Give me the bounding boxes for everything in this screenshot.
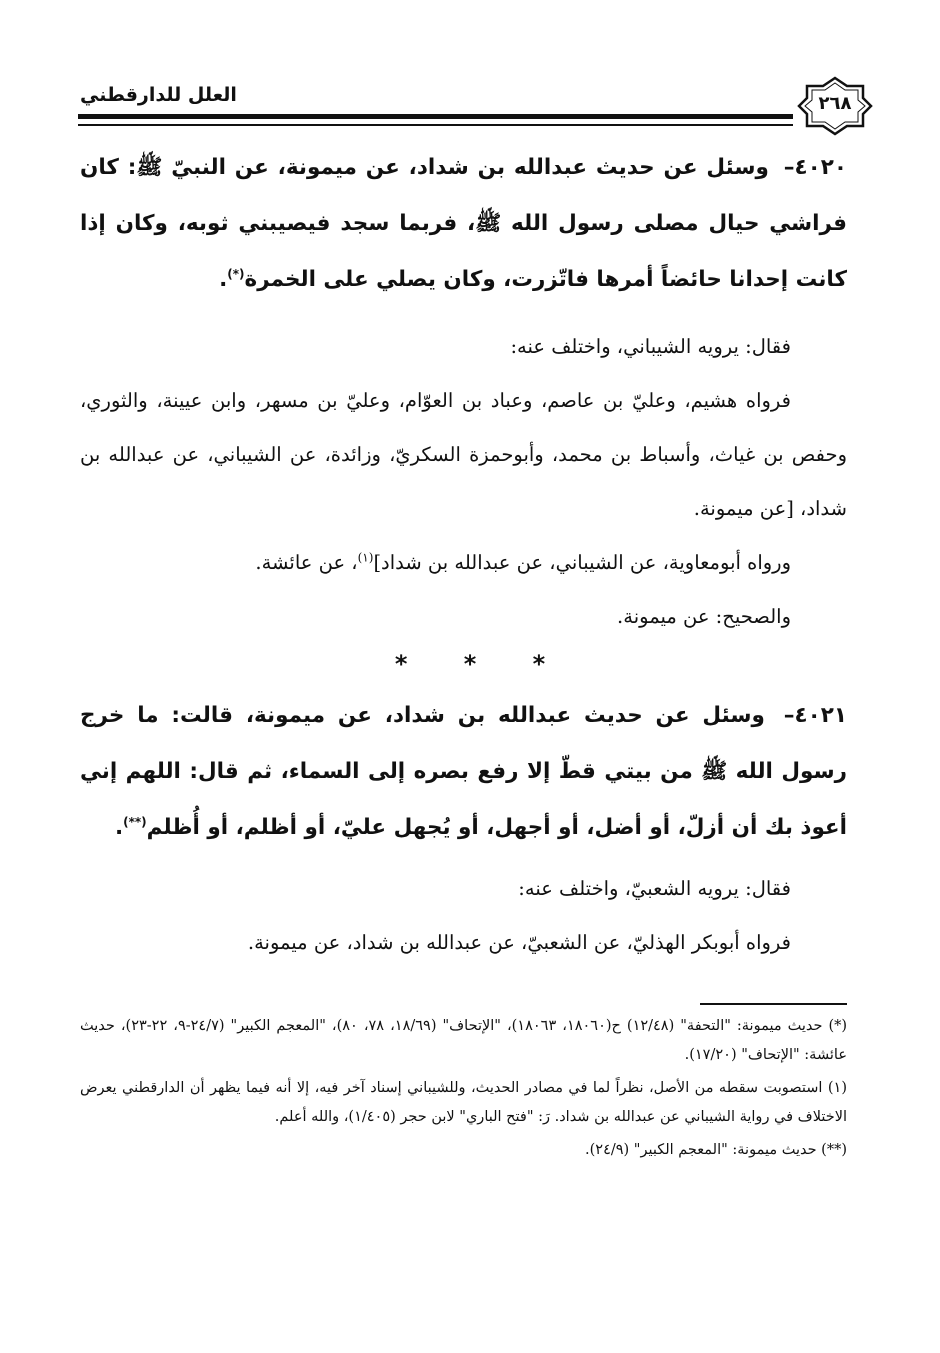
entry-4021 xyxy=(80,688,847,856)
footnote-marker: (**) xyxy=(123,814,147,829)
answer-intro: فقال: يرويه الشيباني، واختلف عنه: xyxy=(510,335,791,358)
narration-2 xyxy=(80,536,847,590)
entry-4020-answer xyxy=(80,320,847,644)
footnote-text: حديث ميمونة: "التحفة" (١٢/٤٨) ح(١٨٠٦٠، ١٨٠٦٣)، "الإتحاف" (١٨/٦٩، ٧٨، ٨٠)، "المعجم الكبير" (٢٤/٧-٩، ٢٢-٢٣)، حديث عائشة: "الإتحاف" (١٧/٢٠). xyxy=(80,1018,847,1063)
book-title: العلل للدارقطني xyxy=(80,84,237,106)
entry-question: وسئل عن حديث عبدالله بن شداد، عن ميمونة، عن النبيّ ﷺ: كان فراشي حيال مصلى رسول الله ﷺ، فربما سجد فيصيبني ثوبه، وكان إذا كانت إحدانا حائضاً أمرها فاتّزرت، وكان يصلي على الخمرة xyxy=(80,155,847,292)
footnote-marker: (١) xyxy=(357,550,374,565)
section-separator: * * * xyxy=(394,650,546,678)
entry-4020 xyxy=(80,140,847,308)
entry-number: ٤٠٢٠– xyxy=(783,155,847,180)
page-header xyxy=(78,74,873,138)
entry-4020-text xyxy=(80,140,847,308)
footnote-mark: (*) xyxy=(828,1018,848,1034)
narration-2-end: ، عن عائشة. xyxy=(255,551,358,574)
narration-1: فرواه هشيم، وعليّ بن عاصم، وعباد بن العوّام، وعليّ بن مسهر، وابن عيينة، والثوري، وحفص بن غياث، وأسباط بن محمد، وأبوحمزة السكريّ، وزائدة، عن الشيباني، عن عبدالله بن شداد، [عن ميمونة. xyxy=(80,389,847,520)
footnotes xyxy=(80,1012,847,1169)
narration-2-text: ورواه أبومعاوية، عن الشيباني، عن عبدالله بن شداد] xyxy=(373,551,791,574)
footnote-marker: (*) xyxy=(227,266,245,281)
entry-4021-text xyxy=(80,688,847,856)
footnote-item xyxy=(80,1012,847,1070)
footnote-divider xyxy=(700,1003,847,1005)
footnote-text: حديث ميمونة: "المعجم الكبير" (٢٤/٩). xyxy=(585,1142,817,1158)
header-rule-thin xyxy=(78,124,793,126)
verdict: والصحيح: عن ميمونة. xyxy=(617,605,791,628)
narration-1: فرواه أبوبكر الهذليّ، عن الشعبيّ، عن عبدالله بن شداد، عن ميمونة. xyxy=(247,931,791,954)
entry-question: وسئل عن حديث عبدالله بن شداد، عن ميمونة، قالت: ما خرج رسول الله ﷺ من بيتي قطّ إلا رفع بصره إلى السماء، ثم قال: اللهم إني أعوذ بك أن أزلّ، أو أضل، أو أجهل، أو يُجهل عليّ، أو أظلم، أو أُظلم xyxy=(80,703,847,840)
entry-end: . xyxy=(219,267,228,292)
footnote-mark: (١) xyxy=(827,1080,847,1096)
entry-4021-answer xyxy=(80,862,847,970)
footnote-mark: (**) xyxy=(821,1142,847,1158)
entry-end: . xyxy=(114,815,124,840)
page-number: ٢٦٨ xyxy=(818,93,852,114)
answer-intro: فقال: يرويه الشعبيّ، واختلف عنه: xyxy=(518,877,791,900)
footnote-text: استصوبت سقطه من الأصل، نظراً لما في مصادر الحديث، وللشيباني إسناد آخر فيه، إلا أنه فيما يظهر أن الدارقطني يعرض الاختلاف في رواية الشيباني عن عبدالله بن شداد. رَ: "فتح الباري" لابن حجر (١/٤٠٥)، والله أعلم. xyxy=(80,1080,847,1125)
page-number-badge xyxy=(797,76,873,136)
header-rule-thick xyxy=(78,114,793,119)
entry-number: ٤٠٢١– xyxy=(783,703,847,728)
footnote-item xyxy=(80,1136,847,1165)
footnote-item xyxy=(80,1074,847,1132)
